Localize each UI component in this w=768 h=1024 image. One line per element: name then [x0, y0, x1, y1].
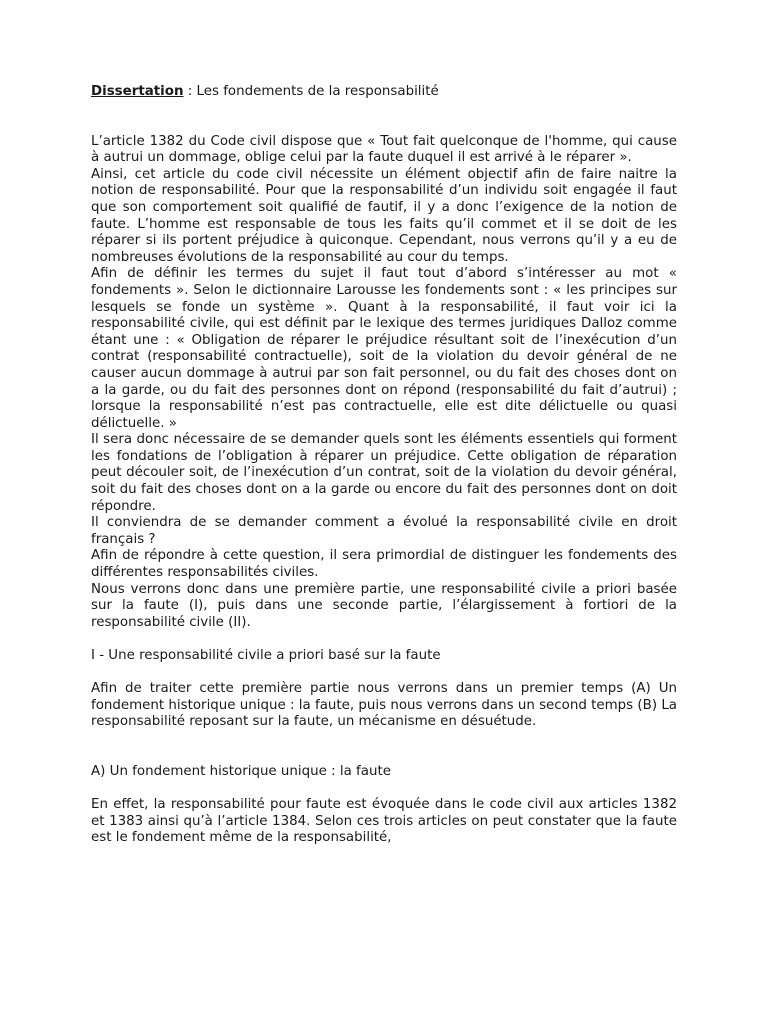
part-1-intro: Afin de traiter cette première partie nous verrons dans un premier temps (A) Un fondement historique unique : la faute, puis nous verrons dans un second temps (B) La responsabilité reposant sur la faute, un mécanisme en désuétude. — [91, 681, 677, 730]
document-title — [91, 84, 677, 101]
intro-paragraph-2: Ainsi, cet article du code civil nécessite un élément objectif afin de faire naitre la notion de responsabilité. Pour que la responsabilité d’un individu soit engagée il faut que son comportement soit qualifié de fautif, il y a donc l’exigence de la notion de faute. L’homme est responsable de tous les faits qu’il commet et il se doit de les réparer si ils portent préjudice à quiconque. Cependant, nous verrons qu’il y a eu de nombreuses évolutions de la responsabilité au cour du temps. — [91, 166, 677, 265]
part-1-heading: I - Une responsabilité civile a priori basé sur la faute — [91, 648, 441, 663]
intro-paragraph-6: Afin de répondre à cette question, il sera primordial de distinguer les fondements des différentes responsabilités civiles. — [91, 548, 677, 581]
intro-paragraph-1: L’article 1382 du Code civil dispose que « Tout fait quelconque de l'homme, qui cause à autrui un dommage, oblige celui par la faute duquel il est arrivé à le réparer ». — [91, 133, 677, 166]
document-page — [91, 84, 677, 847]
intro-paragraph-3: Afin de définir les termes du sujet il faut tout d’abord s’intéresser au mot « fondements ». Selon le dictionnaire Larousse les fondements sont : « les principes sur lesquels se fonde un système ». Quant à la responsabilité, il faut voir ici la responsabilité civile, qui est définit par le lexique des termes juridiques Dalloz comme étant une : « Obligation de réparer le préjudice résultant soit de l’inexécution d’un contrat (responsabilité contractuelle), soit de la violation du devoir général de ne causer aucun dommage à autrui par son fait personnel, ou du fait des choses dont on a la garde, ou du fait des personnes dont on répond (responsabilité du fait d’autrui) ; lorsque la responsabilité n’est pas contractuelle, elle est dite délictuelle ou quasi délictuelle. » — [91, 266, 677, 431]
intro-plan-announcement: Nous verrons donc dans une première partie, une responsabilité civile a priori basée sur la faute (I), puis dans une seconde partie, l’élargissement à fortiori de la responsabilité civile (II). — [91, 581, 677, 630]
section-a-heading: A) Un fondement historique unique : la faute — [91, 763, 391, 779]
section-a-paragraph: En effet, la responsabilité pour faute est évoquée dans le code civil aux articles 1382 et 1383 ainsi qu’à l’article 1384. Selon ces trois articles on peut constater que la faute est le fondement même de la responsabilité, — [91, 797, 677, 846]
title-subject: : Les fondements de la responsabilité — [183, 84, 439, 99]
intro-paragraph-4: Il sera donc nécessaire de se demander quels sont les éléments essentiels qui forment les fondations de l’obligation à réparer un préjudice. Cette obligation de réparation peut découler soit, de l’inexécution d’un contrat, soit de la violation du devoir général, soit du fait des choses dont on a la garde ou encore du fait des personnes dont on doit répondre. — [91, 432, 677, 514]
intro-problem-question: Il conviendra de se demander comment a évolué la responsabilité civile en droit français ? — [91, 515, 677, 547]
title-label: Dissertation — [91, 84, 184, 99]
